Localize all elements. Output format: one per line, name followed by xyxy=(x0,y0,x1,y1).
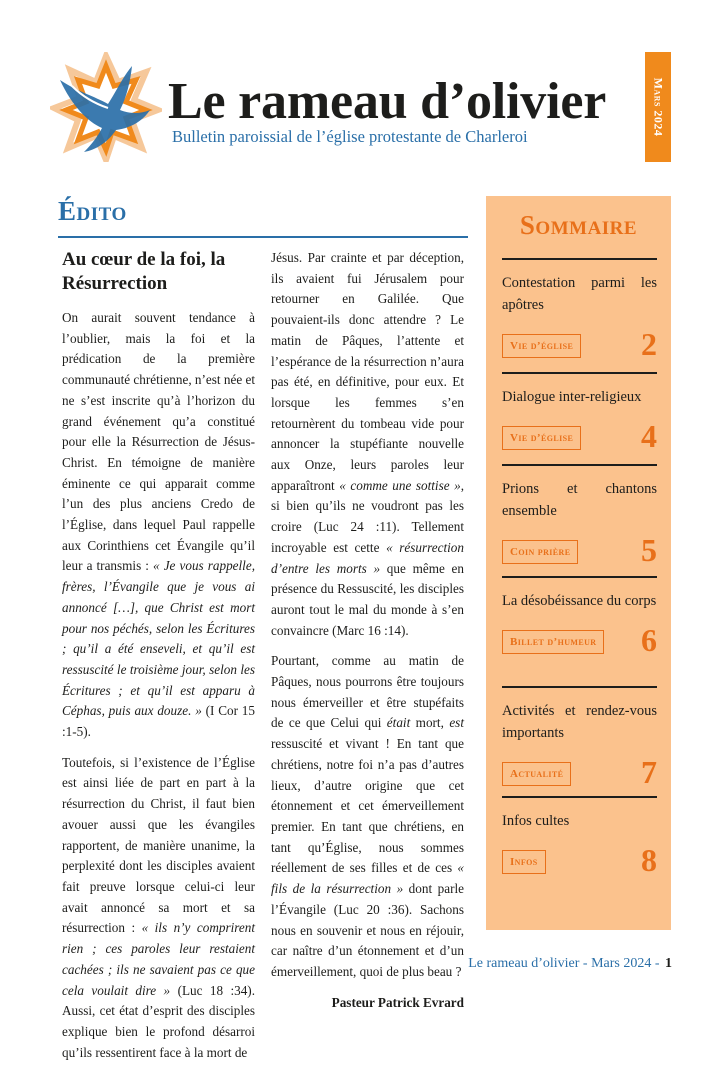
toc-divider xyxy=(502,796,657,798)
toc-item[interactable] xyxy=(502,372,657,460)
emphasis: est xyxy=(449,715,464,731)
toc-title: Sommaire xyxy=(519,210,638,240)
toc-item-label: Contestation parmi les apôtres xyxy=(502,274,657,313)
toc-item[interactable] xyxy=(502,464,657,574)
scripture-quote: « fils de la résurrection » xyxy=(271,860,464,897)
text-run: dont parle l’Évangile (Luc 20 :36). Sachons nous en souvenir et nous en réjouir, car naître d’un étonnement et d’un émerveillement, quoi de plus beau ? xyxy=(271,881,464,979)
table-of-contents xyxy=(486,196,671,930)
toc-item-label: Infos cultes xyxy=(502,812,570,829)
toc-item-label: Prions et chantons ensemble xyxy=(502,480,657,519)
toc-item-label: La désobéissance du corps xyxy=(502,592,657,609)
scripture-quote: « ils n’y comprirent rien ; ces paroles leur restaient cachées ; ils ne savaient pas ce que cela voulait dire » xyxy=(62,920,255,998)
toc-category-badge: Vie d’église xyxy=(502,334,581,358)
toc-divider xyxy=(502,576,657,578)
toc-divider xyxy=(502,258,657,260)
footer-text: Le rameau d’olivier - Mars 2024 - xyxy=(468,956,660,971)
text-run: On aurait souvent tendance à l’oublier, mais la foi et la prédication de la première communauté chrétienne, n’est née et ne s’est inscrite qu’à l’horizon du grand événement qu’a constitué pour elle la Résurrection de Jésus-Christ. En témoigne de manière éminente ce qui apparait comme l’un des plus anciens Credo de l’Église, dans lequel Paul rappelle aux Corinthiens cet Évangile qu’il leur a transmis : xyxy=(62,310,255,574)
section-title: Édito xyxy=(58,196,127,226)
toc-category-badge: Billet d’humeur xyxy=(502,630,604,654)
text-run: que même en présence du Ressuscité, les disciples auront tout le mal du monde à s’en convaincre (Marc 16 :14). xyxy=(271,560,464,638)
toc-category-badge: Actualité xyxy=(502,762,571,786)
toc-page-number: 8 xyxy=(641,841,657,878)
article-paragraph xyxy=(271,651,464,982)
toc-page-number: 2 xyxy=(641,325,657,362)
article-signature: Pasteur Patrick Evrard xyxy=(331,994,464,1010)
text-run: Jésus. Par crainte et par déception, ils avaient fui Jérusalem pour retourner en Galilée. Que pouvaient-ils donc attendre ? Le matin de Pâques, l’attente et l’espérance de la résurrection n’aura pas été, en définitive, pour eux. Et lorsque les femmes s’en retournèrent du tombeau vide pour annoncer la stupéfiante nouvelle aux Onze, leurs paroles leur apparaîtront xyxy=(271,250,464,493)
toc-item[interactable] xyxy=(502,576,657,664)
toc-item-label: Dialogue inter-religieux xyxy=(502,388,642,405)
toc-page-number: 7 xyxy=(641,753,657,790)
masthead-subtitle: Bulletin paroissial de l’église protestante de Charleroi xyxy=(172,127,528,146)
article-paragraph xyxy=(271,248,464,641)
toc-item[interactable] xyxy=(502,258,657,368)
article-paragraph xyxy=(62,753,255,1064)
scripture-quote: « résurrection d’entre les morts » xyxy=(271,539,464,576)
article-column-left xyxy=(62,248,255,1073)
toc-item[interactable] xyxy=(502,796,657,884)
text-run: , si bien qu’ils ne voudront pas les croire (Luc 24 :11). Tellement incroyable est cette xyxy=(271,477,465,555)
text-run: mort, xyxy=(410,715,450,731)
page-footer xyxy=(468,956,672,972)
section-divider xyxy=(58,236,468,238)
toc-category-badge: Vie d’église xyxy=(502,426,581,450)
text-run: Pourtant, comme au matin de Pâques, nous pourrons être toujours nous émerveiller et être stupéfaits de ce que Celui qui xyxy=(271,653,464,731)
article-paragraph xyxy=(62,308,255,743)
toc-page-number: 4 xyxy=(641,417,657,454)
text-run: (I Cor 15 :1-5). xyxy=(62,703,255,740)
text-run: Toutefois, si l’existence de l’Église est ainsi liée de part en part à la résurrection du Christ, il faut bien avouer aussi que les évangiles rapportent, de manière unanime, la perplexité dont les disciples avaient fait preuve lorsque celui-ci leur avait annoncé sa mort et sa résurrection : xyxy=(62,754,255,936)
scripture-quote: « Je vous rappelle, frères, l’Évangile que je vous ai annoncé […], que Christ est mort pour nos péchés, selon les Écritures ; qu’il a été enseveli, et qu’il est ressuscité le troisième jour, selon les Écritures ; et qu’il est apparu à Céphas, puis aux douze. » xyxy=(62,558,255,719)
article-headline: Au cœur de la foi, la Résurrection xyxy=(62,249,226,294)
issue-date-tab xyxy=(645,52,671,162)
dove-cross-logo-icon xyxy=(50,52,162,162)
toc-item[interactable] xyxy=(502,686,657,796)
toc-category-badge: Coin prière xyxy=(502,540,578,564)
footer-page-number: 1 xyxy=(665,956,672,971)
toc-divider xyxy=(502,686,657,688)
toc-page-number: 6 xyxy=(641,621,657,658)
toc-page-number: 5 xyxy=(641,531,657,568)
text-run: (Luc 18 :34). Aussi, cet état d’esprit des disciples explique bien le profond désarroi qu’ils ressentirent face à la mort de xyxy=(62,982,255,1060)
toc-category-badge: Infos xyxy=(502,850,546,874)
toc-divider xyxy=(502,464,657,466)
toc-item-label: Activités et rendez-vous importants xyxy=(502,702,657,741)
emphasis: était xyxy=(386,715,411,731)
issue-date: Mars 2024 xyxy=(651,77,666,137)
scripture-quote: « comme une sottise » xyxy=(339,477,461,493)
article-column-right xyxy=(271,248,464,1013)
toc-divider xyxy=(502,372,657,374)
masthead-title: Le rameau d’olivier xyxy=(168,73,607,130)
text-run: ressuscité et vivant ! En tant que chrétiens, notre foi n’a pas d’autres lieux, d’autre origine que cet étonnement et cet émerveillement premier. En tant que chrétiens, en tant qu’Église, nous sommes réellement de ses filles et de ces xyxy=(271,736,464,876)
